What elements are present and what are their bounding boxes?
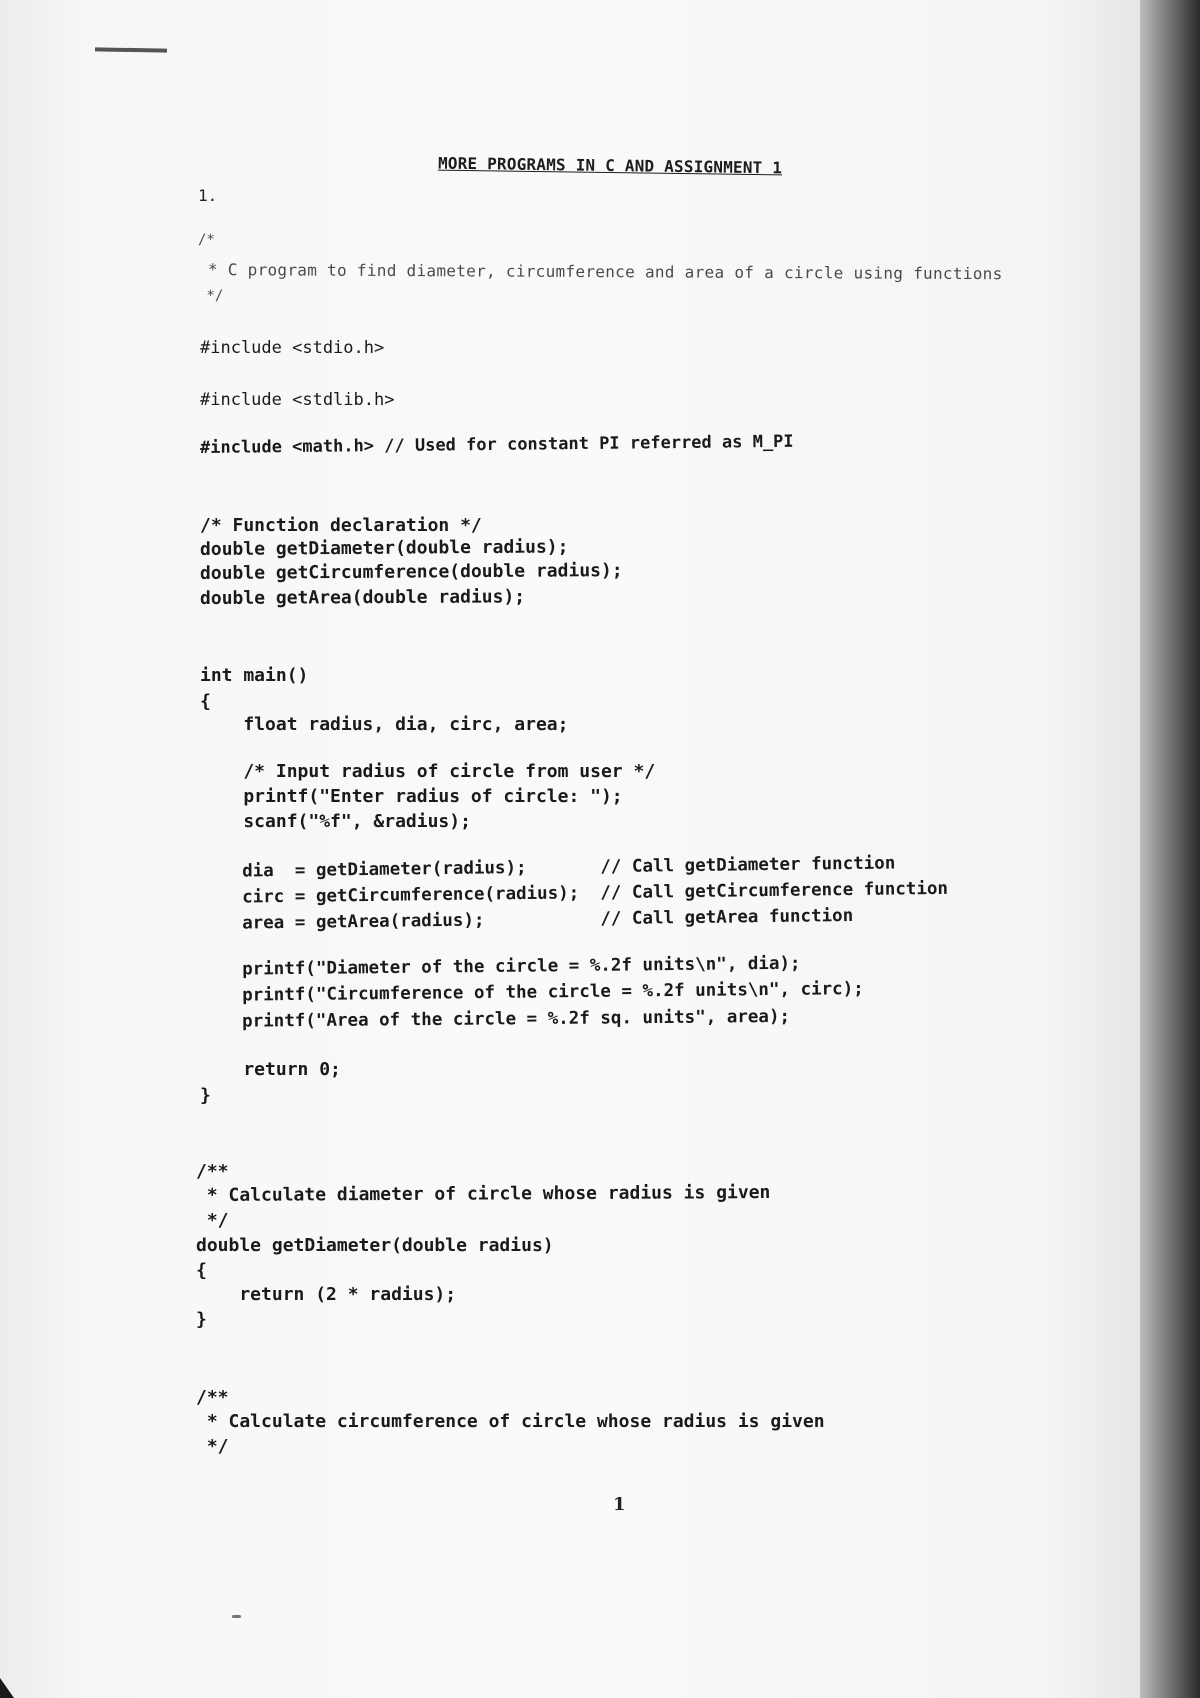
code-line: #include <math.h> // Used for constant PI referred as M_PI bbox=[199, 431, 794, 458]
code-line: area = getArea(radius); // Call getArea function bbox=[199, 906, 854, 934]
code-line: return 0; bbox=[200, 1059, 341, 1080]
code-line: */ bbox=[198, 288, 224, 304]
code-line: printf("Enter radius of circle: "); bbox=[200, 786, 623, 807]
code-line: /* Input radius of circle from user */ bbox=[200, 761, 656, 782]
code-line: } bbox=[200, 1085, 211, 1106]
document-title: MORE PROGRAMS IN C AND ASSIGNMENT 1 bbox=[437, 153, 783, 178]
code-line: dia = getDiameter(radius); // Call getDiameter function bbox=[199, 853, 896, 882]
page-edge-shadow bbox=[1140, 0, 1200, 1698]
page-number: 1 bbox=[613, 1494, 626, 1515]
question-number: 1. bbox=[198, 186, 218, 205]
code-line: { bbox=[200, 691, 211, 712]
code-line: } bbox=[196, 1309, 207, 1330]
code-line: /* bbox=[198, 232, 215, 248]
ink-smudge bbox=[232, 1615, 241, 1618]
code-line: double getCircumference(double radius); bbox=[199, 560, 623, 584]
code-line: return (2 * radius); bbox=[196, 1284, 457, 1305]
code-line: float radius, dia, circ, area; bbox=[200, 714, 569, 735]
code-line: /** bbox=[196, 1387, 229, 1408]
code-line: printf("Area of the circle = %.2f sq. units", area); bbox=[199, 1006, 791, 1032]
code-line: printf("Circumference of the circle = %.2f units\n", circ); bbox=[199, 979, 864, 1006]
code-line: * Calculate diameter of circle whose radius is given bbox=[195, 1181, 771, 1206]
code-line: double getDiameter(double radius) bbox=[196, 1235, 554, 1256]
code-line: double getDiameter(double radius); bbox=[199, 536, 569, 560]
code-line: * Calculate circumference of circle whose radius is given bbox=[196, 1411, 825, 1432]
code-line: /* Function declaration */ bbox=[200, 515, 482, 536]
code-line: /** bbox=[196, 1161, 229, 1182]
page-corner bbox=[0, 1678, 14, 1698]
code-line: scanf("%f", &radius); bbox=[200, 811, 471, 832]
code-line: printf("Diameter of the circle = %.2f units\n", dia); bbox=[199, 953, 801, 980]
code-line: */ bbox=[196, 1436, 229, 1457]
code-line: #include <stdlib.h> bbox=[200, 390, 395, 410]
code-line: { bbox=[196, 1260, 207, 1281]
code-line: */ bbox=[196, 1210, 229, 1231]
code-line: int main() bbox=[200, 665, 309, 686]
code-line: circ = getCircumference(radius); // Call getCircumference function bbox=[199, 878, 949, 908]
code-line: double getArea(double radius); bbox=[199, 586, 526, 609]
code-line: #include <stdio.h> bbox=[200, 338, 385, 358]
code-line: * C program to find diameter, circumference and area of a circle using functions bbox=[197, 260, 1003, 284]
